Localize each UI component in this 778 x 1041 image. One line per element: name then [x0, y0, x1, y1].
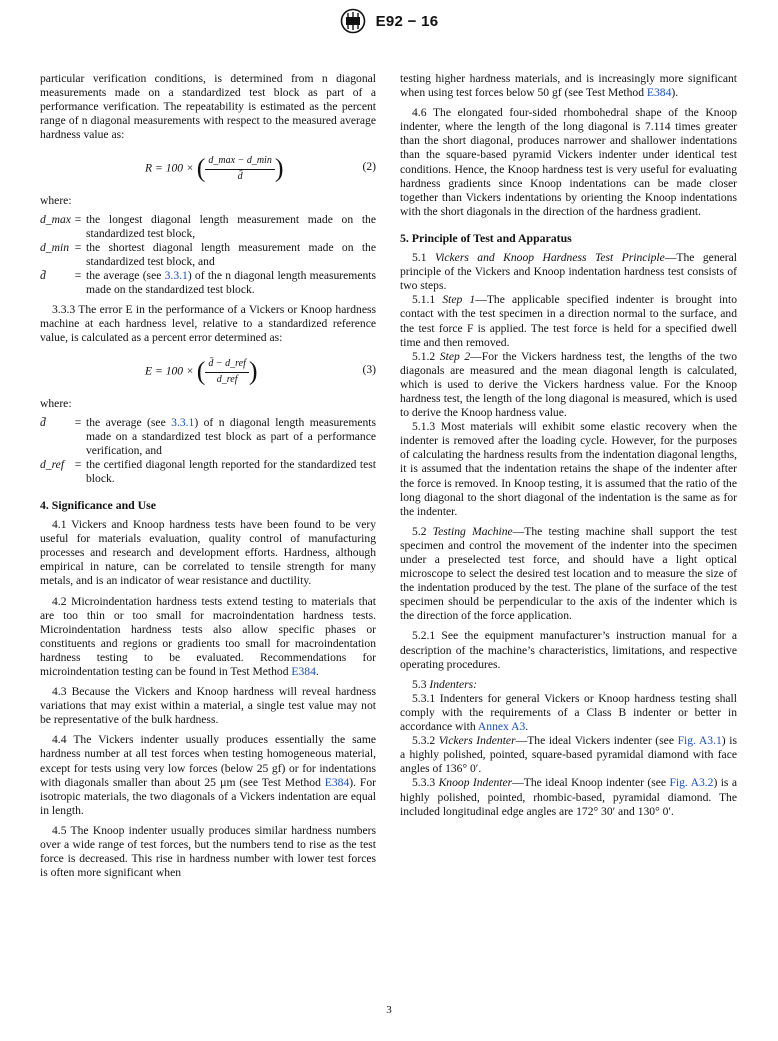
paragraph	[40, 733, 376, 818]
annex-link[interactable]: Annex A3	[477, 720, 526, 734]
text-run: 4.2 Microindentation hardness tests extend testing to materials that are too thin or too small for macroindentation hardness tests. Microindentation hardness tests also allow specific phases or constituents and regions or gradients too small for macroindentation hardness testing to be evaluated. Recommendations for microindentation testing can be found in Test Method	[40, 594, 376, 678]
text-run: —For the Vickers hardness test, the lengths of the two diagonals are measured and the mean diagonal length is calculated, which is used to derive the Vickers hardness value. For the Knoop hardness test, the length of the long diagonal is measured, which is used to derive the Knoop hardness value.	[400, 349, 738, 420]
equation-number: (3)	[362, 363, 376, 377]
standard-link-e384[interactable]: E384	[291, 665, 316, 678]
paragraph: particular verification conditions, is determined from n diagonal measurements made on a standardized test block as part of a performance verification. The repeatability is estimated as the percent range of n diagonal measurements with respect to the measured average hardness value as:	[40, 72, 376, 142]
clause-number: 5.3.3	[412, 776, 439, 790]
definition-item	[40, 269, 376, 297]
text-run: the average (see	[86, 268, 165, 282]
section-link[interactable]: 3.3.1	[164, 268, 188, 282]
definition-item	[40, 416, 376, 458]
text-run: —The applicable specified indenter is brought into contact with the test specimen in a direction normal to the surface, and the test force F is applied. The test force is held for a specified dwell time and then removed.	[400, 293, 737, 349]
paragraph	[400, 525, 737, 624]
paragraph	[40, 595, 376, 680]
definition-equals: =	[74, 415, 82, 429]
equation-lhs: R = 100 ×	[145, 161, 194, 175]
equation-fraction	[205, 154, 274, 183]
paragraph	[400, 251, 737, 293]
text-run: —The ideal Knoop indenter (see	[512, 776, 670, 790]
clause-number: 5.3.2	[412, 734, 439, 748]
definition-item	[40, 458, 376, 486]
text-run: ) is a highly polished, pointed, rhombic-based, pyramidal diamond. The included longitudinal edge angles are 172° 30′ and 130° 0′.	[400, 776, 737, 818]
definition-text: the shortest diagonal length measurement made on the standardized test block, and	[86, 240, 376, 268]
fraction-numerator: d_max − d_min	[205, 154, 274, 169]
definition-symbol: d_ref	[40, 457, 65, 471]
page-header	[0, 8, 778, 38]
standard-link-e384[interactable]: E384	[646, 86, 672, 100]
fraction-denominator: d̄	[237, 170, 243, 182]
right-column	[400, 72, 737, 819]
clause-title: Vickers Indenter	[438, 734, 516, 748]
paragraph: 4.3 Because the Vickers and Knoop hardness will reveal hardness variations that may exist within a material, a single test value may not be representative of the bulk hardness.	[40, 685, 376, 727]
definition-text: the certified diagonal length reported for the standardized test block.	[86, 457, 376, 485]
equation-lhs: E = 100 ×	[145, 364, 194, 378]
definition-list	[40, 213, 376, 298]
text-run: ) is a highly polished, pointed, square-based pyramidal diamond with face angles of 136° 0′.	[400, 734, 737, 776]
equation-fraction	[205, 357, 249, 386]
definition-item	[40, 213, 376, 241]
definition-equals: =	[74, 457, 82, 471]
paragraph	[400, 293, 737, 349]
text-run: .	[315, 665, 319, 678]
equation-number: (2)	[362, 160, 376, 174]
standard-link-e384[interactable]: E384	[324, 775, 350, 789]
text-run: the average (see	[86, 415, 172, 429]
equation-2: R = 100 × ( $\frac{d\_\max - d\_\min}{d̄}$ ) (2)	[145, 154, 376, 184]
paragraph	[400, 678, 737, 692]
paragraph: 4.6 The elongated four-sided rhombohedral shape of the Knoop indenter, where the length of the long diagonal is 7.114 times greater than the short diagonal, produces narrower and shallower indentations than the square-based pyramid Vickers indenter under identical test conditions. Hence, the Knoop hardness test is very useful for evaluating hardness gradients since Knoop indentations can be made closer together than Vickers indentations by orienting the Knoop indentations with the short diagonals in the direction of the hardness gradient.	[400, 106, 737, 218]
paragraph	[400, 692, 737, 734]
section-link[interactable]: 3.3.1	[171, 415, 195, 429]
clause-number: 5.1.2	[412, 349, 440, 363]
clause-number: 5.1.1	[412, 293, 443, 307]
left-column	[40, 72, 376, 880]
text-run: 4.4 The Vickers indenter usually produces essentially the same hardness number at all test forces when testing homogeneous material, except for tests using very low forces (below 25 gf) or for indentations with diagonals smaller than about 25 µm (see Test Method	[40, 733, 376, 789]
paragraph: 4.1 Vickers and Knoop hardness tests have been found to be very useful for materials evaluation, quality control of manufacturing processes and research and development efforts. Hardness, although empirical in nature, can be correlated to tensile strength for many metals, and is an indicator of wear resistance and ductility.	[40, 518, 376, 588]
where-label: where:	[40, 397, 72, 411]
text-run: ) of the n diagonal length measurements made on the standardized test block.	[86, 268, 377, 297]
text-run: .	[525, 720, 529, 734]
paragraph	[400, 734, 737, 776]
page-number: 3	[386, 1004, 392, 1016]
definition-equals: =	[74, 268, 82, 282]
paragraph: 5.1.3 Most materials will exhibit some elastic recovery when the indenter is removed after the loading cycle. However, for the purposes of calculating the hardness results from the indentation diagonal lengths, it is assumed that the indentation retains the shape of the indenter after the force is removed. In Knoop testing, it is assumed that the ratio of the long diagonal to the short diagonal of the indentation is the same as for the indenter.	[400, 420, 737, 518]
where-label: where:	[40, 194, 72, 208]
text-run: ). For isotropic materials, the two diagonals of a Vickers indentation are equal in length.	[40, 775, 377, 817]
definition-text	[86, 416, 376, 458]
clause-number: 5.1	[412, 251, 435, 265]
clause-title: Indenters:	[429, 677, 478, 691]
clause-title: Step 2	[439, 349, 471, 363]
equation-3: E = 100 × ( $\frac{\text{d̄ − d\_ref}}{\text{d\_ref}}$ ) (3)	[145, 356, 376, 386]
document-id: E92 − 16	[375, 12, 439, 30]
text-run: ).	[671, 86, 679, 100]
text-run: testing higher hardness materials, and is increasingly more significant when using test forces below 50 gf (see Test Method	[400, 72, 737, 100]
text-run: 5.3.1 Indenters for general Vickers or Knoop hardness testing shall comply with the requirements of a Class B indenter or better in accordance with	[400, 691, 737, 734]
paragraph	[400, 350, 737, 420]
clause-title: Knoop Indenter	[438, 776, 513, 790]
section-heading: 5. Principle of Test and Apparatus	[400, 230, 572, 245]
clause-number: 5.2	[412, 524, 433, 538]
definition-symbol: d̄	[40, 415, 46, 429]
clause-number: 5.3	[412, 677, 430, 691]
figure-link[interactable]: Fig. A3.1	[677, 734, 722, 748]
text-run: —The general principle of the Vickers and Knoop indentation hardness test consists of two steps.	[400, 251, 737, 293]
text-run: ) of n diagonal length measurements made on a standardized test block as part of a performance verification, and	[86, 415, 377, 457]
paragraph	[400, 72, 737, 100]
fraction-denominator: d_ref	[216, 373, 238, 385]
clause-title: Testing Machine	[432, 524, 513, 538]
figure-link[interactable]: Fig. A3.2	[669, 776, 714, 790]
definition-text: the longest diagonal length measurement made on the standardized test block,	[86, 212, 376, 240]
definition-symbol: d_min	[40, 240, 69, 254]
text-run: —The testing machine shall support the test specimen and control the movement of the indenter into the specimen under a preselected test force, and should have a light optical microscope to select the desired test location and to measure the size of the indentation produced by the test. The plane of the surface of the test specimen should be perpendicular to the axis of the indenter which is the direction of the force application.	[400, 524, 737, 623]
astm-logo-icon	[340, 8, 366, 34]
definition-list	[40, 416, 376, 486]
paragraph: 3.3.3 The error E in the performance of a Vickers or Knoop hardness machine at each hardness level, relative to a standardized reference value, is calculated as a percent error determined as:	[40, 303, 376, 345]
definition-text	[86, 269, 376, 297]
paragraph: 5.2.1 See the equipment manufacturer’s instruction manual for a description of the machine’s characteristics, limitations, and respective operating procedures.	[400, 629, 737, 671]
paragraph	[400, 776, 737, 818]
text-run: —The ideal Vickers indenter (see	[515, 734, 678, 748]
definition-equals: =	[74, 212, 82, 226]
section-heading: 4. Significance and Use	[40, 497, 157, 512]
clause-title: Vickers and Knoop Hardness Test Principle	[434, 251, 665, 265]
definition-symbol: d̄	[40, 268, 46, 282]
definition-item	[40, 241, 376, 269]
clause-title: Step 1	[442, 293, 476, 307]
definition-symbol: d_max	[40, 212, 71, 226]
definition-equals: =	[74, 240, 82, 254]
fraction-numerator: d̄ − d_ref	[205, 357, 249, 372]
paragraph: 4.5 The Knoop indenter usually produces similar hardness numbers over a wide range of test forces, but the numbers tend to rise as the test force is decreased. This rise in hardness number with lower test forces is often more significant when	[40, 823, 376, 880]
